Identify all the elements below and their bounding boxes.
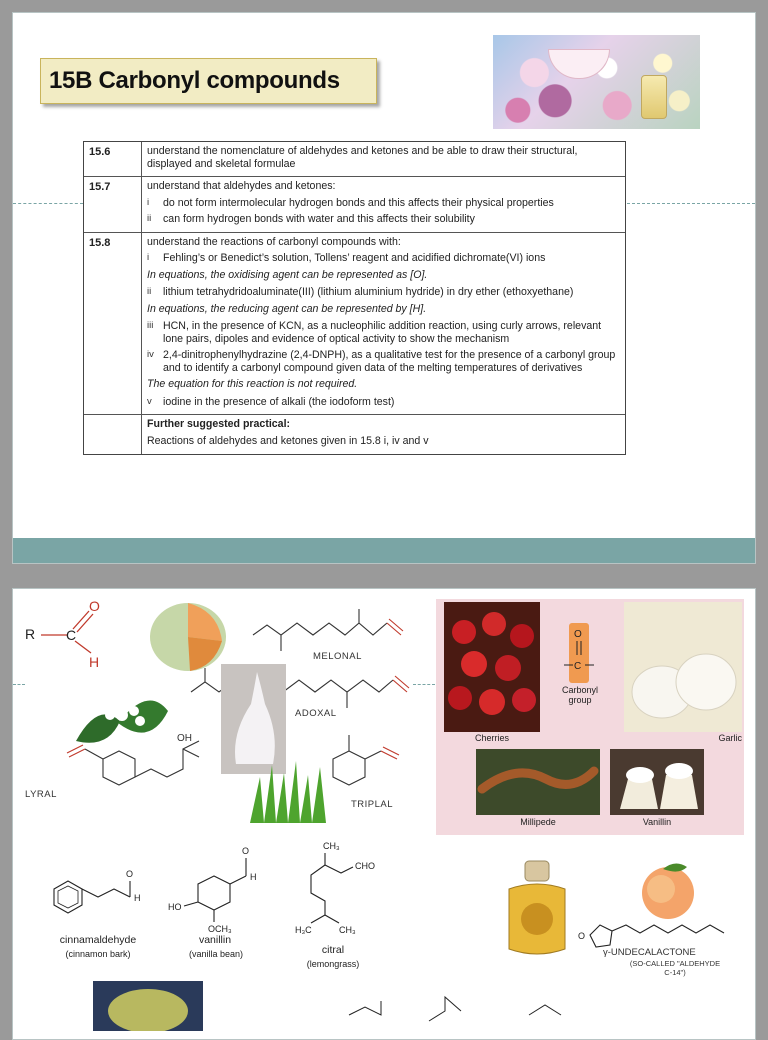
spec-row: [84, 177, 626, 233]
vanillin-dessert-image: [610, 749, 704, 815]
sub-item-text: HCN, in the presence of KCN, as a nucleophilic addition reaction, using curly arrows, relevant lone pairs, dipoles and evidence of optical activity to show the mechanism: [163, 320, 602, 345]
spec-text: understand that aldehydes and ketones:: [147, 180, 336, 192]
cinnamaldehyde-source: (cinnamon bark): [65, 949, 131, 959]
slide-divider: [13, 684, 25, 685]
additional-structures: [319, 991, 579, 1031]
oh-label: OH: [177, 733, 192, 744]
spec-row: [84, 232, 626, 415]
flowers-perfume-image: [493, 35, 700, 129]
spec-sub-item: [147, 197, 620, 210]
millipede-image: [476, 749, 600, 815]
citral-source: (lemongrass): [306, 959, 360, 969]
sub-item-marker: i: [147, 196, 150, 208]
spec-sub-item: [147, 349, 620, 374]
spec-note: In equations, the reducing agent can be represented by [H].: [147, 302, 427, 315]
o-label: O: [89, 599, 100, 614]
spec-number: [84, 415, 142, 455]
spec-heading: Further suggested practical:: [147, 418, 291, 430]
sub-item-text: 2,4-dinitrophenylhydrazine (2,4-DNPH), as a qualitative test for the presence of a carbonyl group and to identify a carbonyl compound given data of the melting temperatures of derivatives: [163, 349, 616, 374]
spec-sub-item: [147, 252, 620, 265]
carbonyl-group-icon: [564, 623, 594, 683]
triplal-structure: [313, 729, 423, 809]
cinnamaldehyde-label: cinnamaldehyde: [59, 934, 137, 946]
adoxal-structure: [183, 664, 413, 724]
spec-text: understand the nomenclature of aldehydes and ketones and be able to draw their structural, displayed and skeletal formulae: [147, 145, 578, 170]
spec-text: Reactions of aldehydes and ketones given in 15.8 i, iv and v: [147, 435, 429, 447]
slide-divider: [627, 203, 755, 204]
spec-sub-item: [147, 396, 620, 409]
cho-label: CHO: [355, 861, 375, 871]
o-label: O: [126, 869, 134, 879]
sub-item-text: can form hydrogen bonds with water and this affects their solubility: [163, 213, 475, 225]
title-box: [40, 58, 377, 104]
garlic-caption: Garlic: [718, 733, 742, 743]
spec-number: 15.6: [84, 142, 142, 177]
page-title: 15B Carbonyl compounds: [49, 67, 340, 94]
sub-item-text: do not form intermolecular hydrogen bonds and this affects their physical properties: [163, 196, 554, 209]
lyral-label: LYRAL: [25, 789, 57, 800]
spec-text: understand the reactions of carbonyl compounds with:: [147, 235, 401, 248]
adoxal-label: ADOXAL: [295, 708, 337, 719]
spec-row: [84, 142, 626, 177]
vanillin-label: vanillin: [198, 934, 232, 946]
lyral-structure: [23, 729, 223, 804]
sub-item-marker: ii: [147, 213, 152, 224]
h-label: H: [134, 893, 141, 903]
spec-content: [142, 415, 626, 455]
carbonyl-caption: Carbonyl group: [561, 685, 599, 705]
citral-label: citral: [321, 944, 345, 956]
slide-footer-bar: [13, 538, 755, 563]
spec-content: [142, 177, 626, 233]
spec-row: [84, 415, 626, 455]
cherries-image: [444, 602, 540, 732]
aldehyde-structure: [23, 599, 133, 669]
spec-number: 15.7: [84, 177, 142, 233]
specification-table: [83, 141, 626, 455]
melon-image: [148, 601, 230, 673]
melonal-structure: [251, 601, 411, 661]
garlic-image: [624, 602, 742, 732]
c-label: C: [66, 627, 77, 643]
spec-note: In equations, the oxidising agent can be represented as [O].: [147, 268, 428, 281]
melonal-label: MELONAL: [313, 651, 362, 661]
slide-2: [12, 588, 756, 1040]
o-label: O: [242, 846, 250, 856]
perfume-bottle-image: [499, 859, 575, 959]
ch3-label: CH₃: [339, 925, 356, 935]
spec-content: [142, 232, 626, 415]
slide-divider: [413, 684, 435, 685]
millipede-caption: Millipede: [520, 817, 556, 827]
cherries-caption: Cherries: [474, 733, 509, 743]
triplal-label: TRIPLAL: [351, 799, 394, 809]
vanillin-source: (vanilla bean): [188, 949, 244, 959]
bowl-shape: [548, 49, 610, 79]
undecalactone-label: γ-UNDECALACTONE: [603, 947, 696, 958]
slide-1: [12, 12, 756, 564]
spec-number: 15.8: [84, 232, 142, 415]
sub-item-marker: iv: [147, 349, 154, 360]
sub-item-marker: v: [147, 395, 152, 407]
o-label: O: [578, 931, 586, 941]
carbonyl-sources-panel: [436, 599, 744, 835]
sub-item-text: iodine in the presence of alkali (the iodoform test): [163, 395, 395, 408]
sub-item-marker: i: [147, 252, 150, 263]
h3c-label: H₃C: [295, 925, 312, 935]
spec-sub-item: [147, 320, 620, 345]
slide-divider: [13, 203, 83, 204]
sub-item-text: Fehling’s or Benedict’s solution, Tollens’ reagent and acidified dichromate(VI) ions: [163, 252, 546, 264]
sub-item-text: lithium tetrahydridoaluminate(III) (lithium aluminium hydride) in dry ether (ethoxyethane): [163, 286, 574, 298]
h-label: H: [250, 872, 257, 882]
vanillin-caption: Vanillin: [642, 817, 672, 827]
h-label: H: [89, 654, 100, 669]
spec-note: The equation for this reaction is not required.: [147, 378, 358, 390]
spec-sub-item: [147, 213, 620, 226]
cinnamaldehyde-structure: [48, 859, 158, 929]
sub-item-marker: iii: [147, 320, 154, 331]
och3-label: OCH₃: [208, 924, 232, 934]
svg-text:O: O: [574, 629, 582, 640]
spec-content: [142, 142, 626, 177]
vanillin-structure: [168, 844, 278, 939]
undecalactone-note: (SO-CALLED "ALDEHYDE C-14"): [629, 959, 721, 977]
ho-label: HO: [168, 902, 182, 912]
sub-item-marker: ii: [147, 286, 152, 297]
perfume-bottle-shape: [641, 75, 667, 119]
ch3-label: CH₃: [323, 841, 340, 851]
svg-text:C: C: [574, 661, 582, 672]
citral-structure: [281, 839, 391, 939]
r-label: R: [25, 626, 36, 642]
spec-sub-item: [147, 286, 620, 299]
